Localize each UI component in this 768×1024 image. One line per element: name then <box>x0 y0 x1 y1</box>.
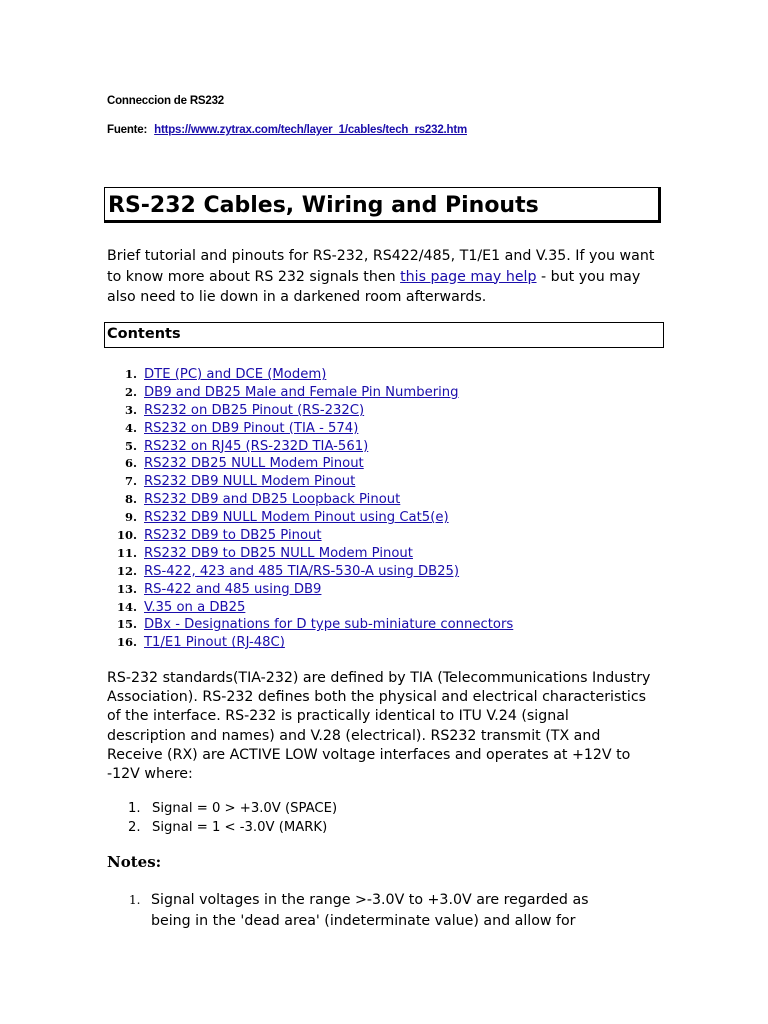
source-line <box>107 124 467 136</box>
toc-item-link[interactable]: RS232 on RJ45 (RS-232D TIA-561) <box>144 438 369 454</box>
toc-item <box>107 455 513 473</box>
toc-item <box>107 545 513 563</box>
toc-item-number: 8. <box>124 492 137 507</box>
toc-item <box>107 420 513 438</box>
toc-item <box>107 491 513 509</box>
toc-item-number: 13. <box>116 581 137 596</box>
toc-item <box>107 563 513 581</box>
signals-page-link[interactable]: this page may help <box>400 268 537 285</box>
toc-item-number: 14. <box>116 599 137 614</box>
toc-item <box>107 384 513 402</box>
toc-item-number: 16. <box>116 635 137 650</box>
notes-heading: Notes: <box>107 853 162 871</box>
signal-item-text: Signal = 0 > +3.0V (SPACE) <box>152 801 338 816</box>
toc-item-number: 6. <box>124 456 137 471</box>
toc-item-link[interactable]: RS-422, 423 and 485 TIA/RS-530-A using DB25) <box>144 563 460 579</box>
signal-item-text: Signal = 1 < -3.0V (MARK) <box>152 819 328 835</box>
toc-item-number: 11. <box>116 545 137 560</box>
document-heading-text: Conneccion de RS232 <box>107 95 224 107</box>
toc-item <box>107 402 513 420</box>
toc-item-link[interactable]: RS232 DB9 NULL Modem Pinout <box>144 474 356 490</box>
intro-paragraph <box>107 246 667 308</box>
toc-item-link[interactable]: DBx - Designations for D type sub-miniature connectors <box>144 617 514 633</box>
toc-item-link[interactable]: RS232 DB25 NULL Modem Pinout <box>144 456 364 472</box>
intro-text-before: Brief tutorial and pinouts for RS-232, RS422/485, T1/E1 and V.35. If you want to know more about RS 232 signals then <box>107 248 655 285</box>
toc-item-number: 4. <box>124 420 137 435</box>
note-item-number: 1. <box>129 893 141 907</box>
toc-item <box>107 581 513 599</box>
notes-list <box>107 890 667 931</box>
signal-list <box>128 800 337 837</box>
toc-item-number: 3. <box>124 402 137 417</box>
intro-text-after: - but you may also need to lie down in a darkened room afterwards. <box>107 268 641 305</box>
toc-item <box>107 599 513 617</box>
contents-heading-text: Contents <box>107 326 181 342</box>
toc-item-link[interactable]: RS232 DB9 to DB25 Pinout <box>144 528 322 544</box>
toc-item-number: 5. <box>124 438 137 453</box>
toc-item <box>107 473 513 491</box>
toc-item <box>107 634 513 652</box>
toc-item <box>107 616 513 634</box>
toc-item-link[interactable]: T1/E1 Pinout (RJ-48C) <box>144 635 285 651</box>
toc-item-link[interactable]: RS232 DB9 and DB25 Loopback Pinout <box>144 492 401 508</box>
toc-item-link[interactable]: RS-422 and 485 using DB9 <box>144 581 322 597</box>
toc-item-link[interactable]: DTE (PC) and DCE (Modem) <box>144 367 327 382</box>
signal-item-number: 1. <box>128 801 141 816</box>
toc-item-link[interactable]: DB9 and DB25 Male and Female Pin Numbering <box>144 384 459 400</box>
toc-item-link[interactable]: RS232 DB9 to DB25 NULL Modem Pinout <box>144 545 413 561</box>
note-item-text: Signal voltages in the range >-3.0V to +3.0V are regarded as being in the 'dead area' (indeterminate value) and allow for <box>151 892 589 929</box>
toc-item-link[interactable]: RS232 on DB25 Pinout (RS-232C) <box>144 402 365 418</box>
toc-item-number: 15. <box>116 617 137 632</box>
toc-item-number: 7. <box>124 474 137 489</box>
table-of-contents <box>107 366 513 652</box>
toc-item-number: 12. <box>116 563 137 578</box>
toc-item-number: 10. <box>116 528 137 543</box>
source-label: Fuente: <box>107 124 148 136</box>
toc-item-number: 1. <box>124 367 137 381</box>
toc-item <box>107 438 513 456</box>
body-paragraph: RS-232 standards(TIA-232) are defined by TIA (Telecommunications Industry Association). RS-232 defines both the physical and electrical characteristics of the interface. RS-232 is practically identical to ITU V.24 (signal description and names) and V.28 (electrical). RS232 transmit (TX and Receive (RX) are ACTIVE LOW voltage interfaces and operates at +12V to -12V where: <box>107 670 651 783</box>
toc-item-link[interactable]: RS232 on DB9 Pinout (TIA - 574) <box>144 420 359 436</box>
signal-item <box>128 800 337 819</box>
note-item <box>107 890 667 931</box>
signal-item-number: 2. <box>128 819 141 835</box>
toc-item <box>107 366 513 384</box>
page-title <box>104 187 661 223</box>
toc-item-number: 2. <box>124 384 137 399</box>
toc-item <box>107 509 513 527</box>
document-heading <box>107 95 224 107</box>
toc-item-link[interactable]: RS232 DB9 NULL Modem Pinout using Cat5(e) <box>144 510 449 526</box>
signal-item <box>128 819 337 838</box>
contents-heading <box>104 322 664 348</box>
source-link[interactable]: https://www.zytrax.com/tech/layer_1/cables/tech_rs232.htm <box>154 124 467 136</box>
toc-item-number: 9. <box>124 510 137 525</box>
toc-item-link[interactable]: V.35 on a DB25 <box>144 599 246 615</box>
page-title-text: RS-232 Cables, Wiring and Pinouts <box>108 193 539 218</box>
toc-item <box>107 527 513 545</box>
